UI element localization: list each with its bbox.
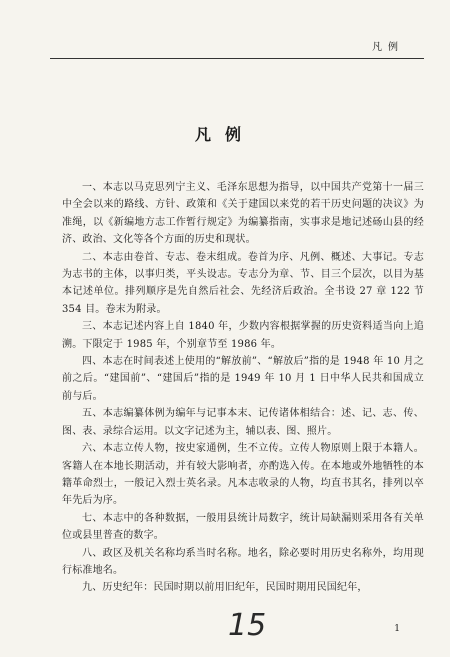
paragraph-8: 八、政区及机关名称均系当时名称。地名，除必要时用历史名称外，均用现行标准地名。 [62, 547, 424, 576]
body-text [62, 179, 424, 597]
running-header: 凡例 [372, 42, 404, 53]
page-title: 凡例 [194, 125, 255, 144]
paragraph-5: 五、本志编纂体例为编年与记事本末、记传诸体相结合：述、记、志、传、图、表、录综合运用。以文字记述为主，辅以表、图、照片。 [62, 408, 424, 437]
paragraph-1: 一、本志以马克思列宁主义、毛泽东思想为指导，以中国共产党第十一届三中全会以来的路线、方针、政策和《关于建国以来党的若干历史问题的决议》为准绳，以《新编地方志工作暂行规定》为编纂指南，实事求是地记述砀山县的经济、政治、文化等各个方面的历史和现状。 [62, 182, 424, 246]
paragraph-4: 四、本志在时间表述上使用的“解放前”、“解放后”指的是 1948 年 10 月之前之后。“建国前”、“建国后”指的是 1949 年 10 月 1 日中华人民共和国成立前与后。 [62, 356, 424, 402]
paragraph-2: 二、本志由卷首、专志、卷末组成。卷首为序、凡例、概述、大事记。专志为志书的主体，以事归类，平头设志。专志分为章、节、目三个层次，以目为基本记述单位。排列顺序是先自然后社会、先经济后政治。全书设 27 章 122 节 354 目。卷末为附录。 [62, 251, 424, 315]
page-number: 1 [394, 624, 400, 634]
paragraph-6: 六、本志立传人物，按史家通例，生不立传。立传人物原则上限于本籍人。客籍人在本地长期活动，并有较大影响者，亦酌选入传。在本地或外地牺牲的本籍革命烈士，一般记入烈士英名录。凡本志收录的人物，均直书其名，排列以卒年先后为序。 [62, 443, 424, 507]
handwritten-page-mark: 15 [228, 608, 267, 643]
paragraph-3: 三、本志记述内容上自 1840 年，少数内容根据掌握的历史资料适当向上追溯。下限定于 1985 年，个别章节至 1986 年。 [62, 321, 424, 350]
header-rule [50, 58, 424, 59]
paragraph-9: 九、历史纪年：民国时期以前用旧纪年，民国时期用民国纪年， [82, 582, 368, 594]
paragraph-7: 七、本志中的各种数据，一般用县统计局数字，统计局缺漏则采用各有关单位或县里普查的数字。 [62, 512, 424, 542]
